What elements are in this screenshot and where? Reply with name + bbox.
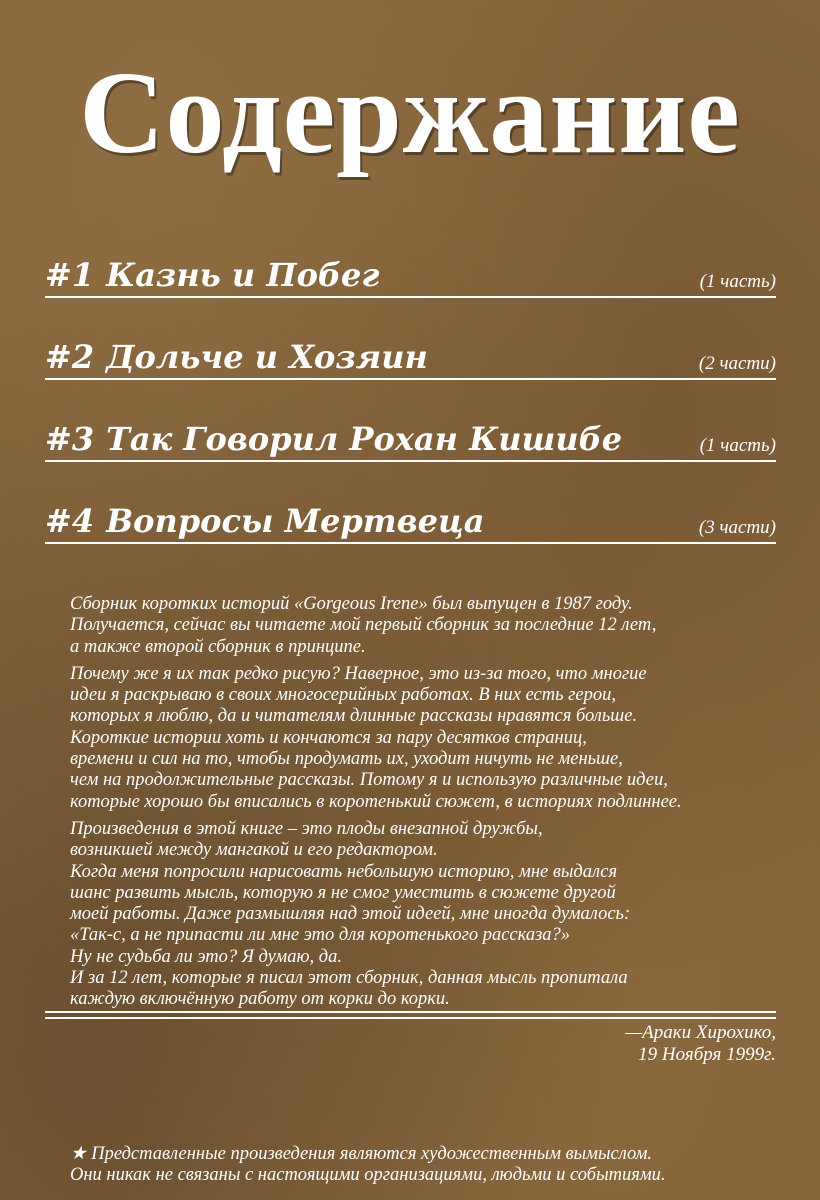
text-line: Сборник коротких историй «Gorgeous Irene» был выпущен в 1987 году. bbox=[70, 594, 633, 614]
toc-title: Казнь и Побег bbox=[106, 256, 380, 294]
afterword bbox=[70, 594, 780, 1017]
afterword-paragraph-3 bbox=[70, 819, 780, 1011]
toc-parts: (1 часть) bbox=[699, 271, 776, 292]
text-line: шанс развить мысль, которую я не смог уместить в сюжете другой bbox=[70, 882, 616, 903]
text-line: чем на продолжительные рассказы. Потому я и использую различные идеи, bbox=[70, 770, 668, 791]
signature-author: —Араки Хирохико, bbox=[625, 1022, 776, 1043]
text-line: возникшей между мангакой и его редактором. bbox=[70, 840, 438, 861]
text-line: моей работы. Даже размышляя над этой идеей, мне иногда думалось: bbox=[70, 904, 631, 925]
toc-item-2[interactable] bbox=[45, 334, 776, 380]
text-line: каждую включённую работу от корки до корки. bbox=[70, 989, 450, 1010]
toc-number: #2 bbox=[45, 338, 95, 376]
page-title: Содержание bbox=[79, 47, 741, 178]
double-divider bbox=[45, 1011, 776, 1019]
toc-entry bbox=[45, 502, 484, 540]
table-of-contents bbox=[45, 252, 776, 580]
toc-item-4[interactable] bbox=[45, 498, 776, 544]
afterword-paragraph-1 bbox=[70, 594, 780, 658]
text-line: Получается, сейчас вы читаете мой первый сборник за последние 12 лет, bbox=[70, 615, 657, 636]
text-line: а также второй сборник в принципе. bbox=[70, 636, 366, 657]
toc-parts: (1 часть) bbox=[699, 435, 776, 456]
toc-title: Дольче и Хозяин bbox=[106, 338, 428, 376]
toc-entry bbox=[45, 338, 428, 376]
text-line: Почему же я их так редко рисую? Наверное, это из-за того, что многие bbox=[70, 663, 647, 684]
toc-item-3[interactable] bbox=[45, 416, 776, 462]
disclaimer-line: ★ Представленные произведения являются художественным вымыслом. bbox=[70, 1144, 653, 1164]
toc-title: Так Говорил Рохан Кишибе bbox=[106, 420, 623, 458]
text-line: которые хорошо бы вписались в коротенький сюжет, в историях подлиннее. bbox=[70, 791, 682, 812]
toc-parts: (3 части) bbox=[698, 517, 776, 538]
text-line: Короткие истории хоть и кончаются за пару десятков страниц, bbox=[70, 727, 587, 748]
signature-date: 19 Ноября 1999г. bbox=[638, 1044, 776, 1065]
disclaimer-line: Они никак не связаны с настоящими организациями, людьми и событиями. bbox=[70, 1165, 666, 1185]
toc-entry bbox=[45, 420, 622, 458]
signature bbox=[625, 1022, 776, 1066]
toc-item-1[interactable] bbox=[45, 252, 776, 298]
text-line: «Так-с, а не припасти ли мне это для коротенького рассказа?» bbox=[70, 925, 571, 946]
toc-number: #3 bbox=[45, 420, 95, 458]
toc-title: Вопросы Мертвеца bbox=[106, 502, 485, 540]
disclaimer bbox=[70, 1144, 666, 1186]
toc-parts: (2 части) bbox=[698, 353, 776, 374]
toc-number: #4 bbox=[45, 502, 95, 540]
text-line: Ну не судьба ли это? Я думаю, да. bbox=[70, 946, 342, 967]
text-line: Когда меня попросили нарисовать небольшую историю, мне выдался bbox=[70, 861, 618, 882]
toc-entry bbox=[45, 256, 379, 294]
text-line: которых я люблю, да и читателям длинные рассказы нравятся больше. bbox=[70, 706, 638, 727]
afterword-paragraph-2 bbox=[70, 664, 780, 813]
toc-number: #1 bbox=[45, 256, 95, 294]
text-line: Произведения в этой книге – это плоды внезапной дружбы, bbox=[70, 818, 543, 839]
text-line: идеи я раскрываю в своих многосерийных работах. В них есть герои, bbox=[70, 685, 616, 706]
text-line: И за 12 лет, которые я писал этот сборник, данная мысль пропитала bbox=[70, 968, 628, 989]
text-line: времени и сил на то, чтобы продумать их, уходит ничуть не меньше, bbox=[70, 749, 623, 770]
